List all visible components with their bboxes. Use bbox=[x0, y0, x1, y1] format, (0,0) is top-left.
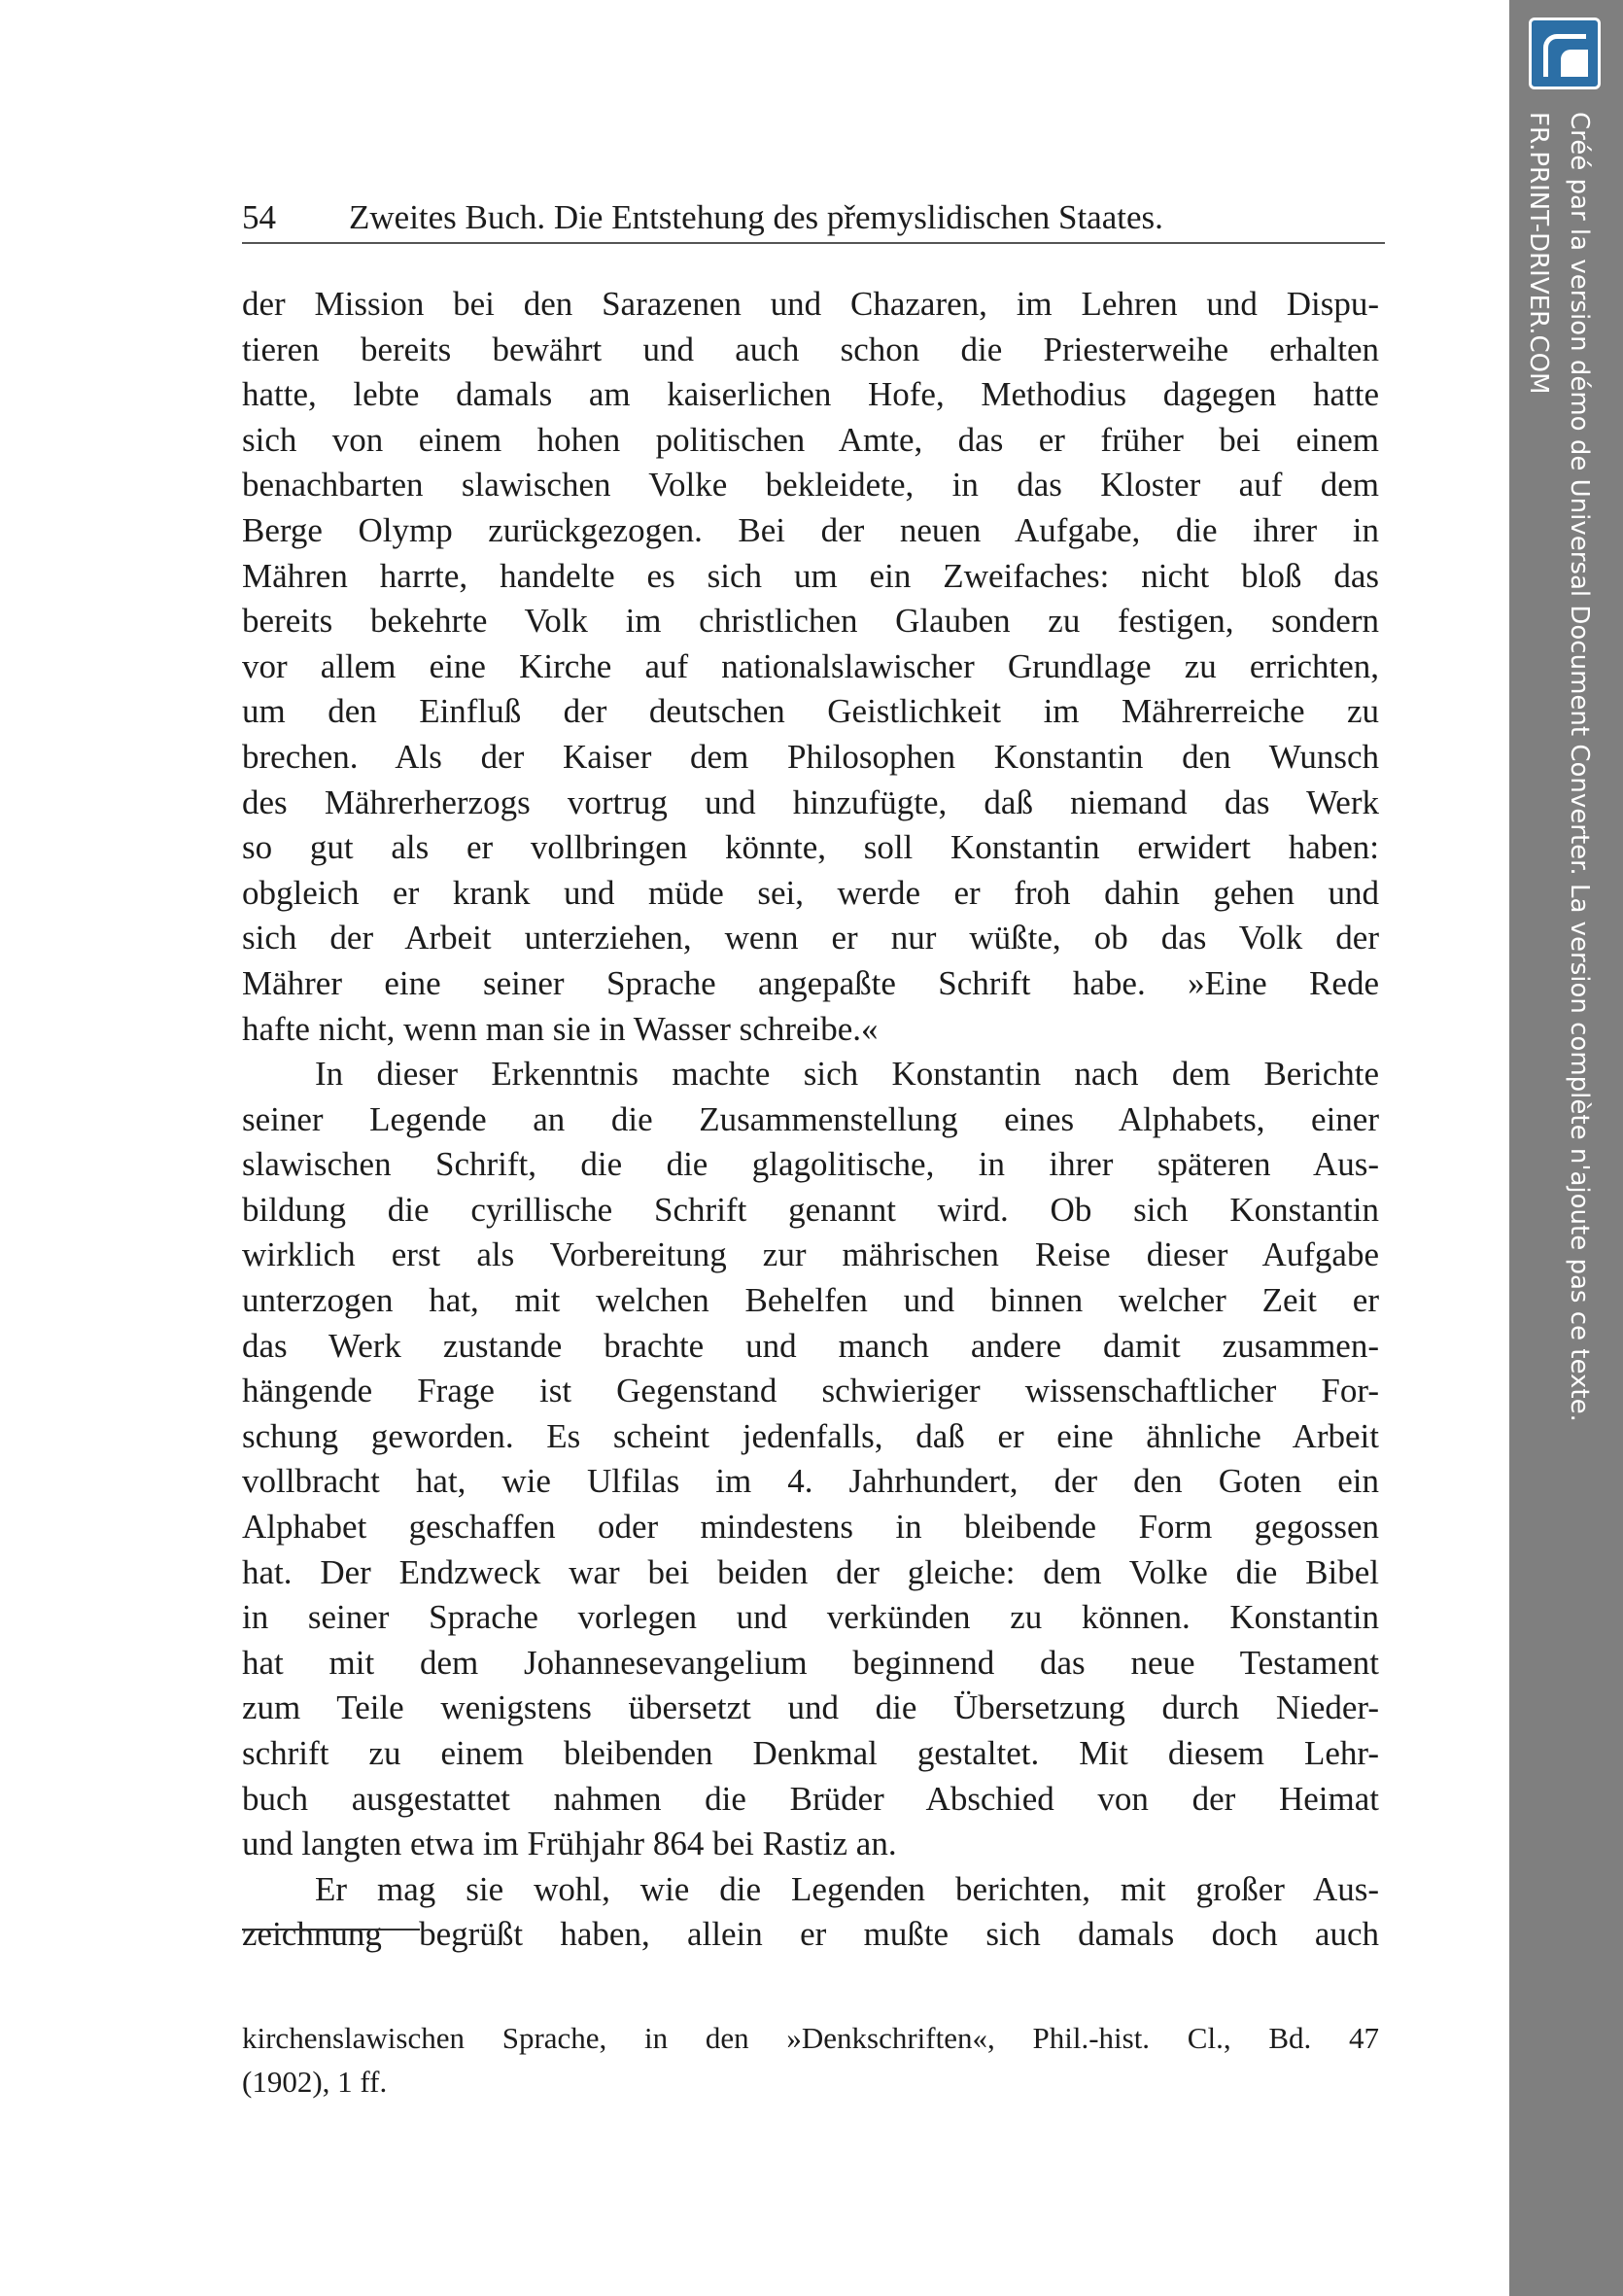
footnote-line: kirchenslawischen Sprache, in den »Denkschriften«, Phil.-hist. Cl., Bd. 47 bbox=[242, 2021, 1379, 2055]
text-line: hatte, lebte damals am kaiserlichen Hofe, Methodius dagegen hatte bbox=[242, 375, 1379, 414]
page-number: 54 bbox=[242, 198, 276, 236]
running-header bbox=[242, 194, 1376, 241]
running-title: Zweites Buch. Die Entstehung des přemyslidischen Staates. bbox=[349, 198, 1163, 236]
text-line: Mähren harrte, handelte es sich um ein Zweifaches: nicht bloß das bbox=[242, 556, 1379, 595]
text-line: hängende Frage ist Gegenstand schwieriger wissenschaftlicher For- bbox=[242, 1372, 1379, 1410]
text-line: In dieser Erkenntnis machte sich Konstantin nach dem Berichte bbox=[315, 1055, 1379, 1094]
text-line: das Werk zustande brachte und manch andere damit zusammen- bbox=[242, 1326, 1379, 1365]
text-line: und langten etwa im Frühjahr 864 bei Rastiz an. bbox=[242, 1825, 897, 1863]
text-line: Er mag sie wohl, wie die Legenden berichten, mit großer Aus- bbox=[315, 1869, 1379, 1908]
text-line: um den Einfluß der deutschen Geistlichkeit im Mährerreiche zu bbox=[242, 692, 1379, 731]
text-line: zeichnung begrüßt haben, allein er mußte sich damals doch auch bbox=[242, 1915, 1379, 1954]
footnote-rule bbox=[242, 1929, 420, 1931]
header-rule bbox=[242, 242, 1385, 244]
text-line: sich der Arbeit unterziehen, wenn er nur wüßte, ob das Volk der bbox=[242, 919, 1379, 957]
text-line: slawischen Schrift, die die glagolitische, in ihrer späteren Aus- bbox=[242, 1145, 1379, 1184]
converter-logo-icon bbox=[1529, 17, 1601, 89]
text-line: benachbarten slawischen Volke bekleidete, in das Kloster auf dem bbox=[242, 466, 1379, 504]
text-line: in seiner Sprache vorlegen und verkünden zu können. Konstantin bbox=[242, 1598, 1379, 1637]
text-line: sich von einem hohen politischen Amte, das er früher bei einem bbox=[242, 420, 1379, 459]
text-line: wirklich erst als Vorbereitung zur mährischen Reise dieser Aufgabe bbox=[242, 1235, 1379, 1274]
text-line: vor allem eine Kirche auf nationalslawischer Grundlage zu errichten, bbox=[242, 646, 1379, 685]
footnote-line: (1902), 1 ff. bbox=[242, 2065, 388, 2099]
text-line: hat. Der Endzweck war bei beiden der gleiche: dem Volke die Bibel bbox=[242, 1552, 1379, 1591]
text-line: hat mit dem Johannesevangelium beginnend das neue Testament bbox=[242, 1643, 1379, 1682]
text-line: brechen. Als der Kaiser dem Philosophen Konstantin den Wunsch bbox=[242, 737, 1379, 776]
watermark-line: Créé par la version démo de Universal Document Converter. La version complète n'ajoute pas ce texte. bbox=[1565, 112, 1594, 1422]
text-line: hafte nicht, wenn man sie in Wasser schreibe.« bbox=[242, 1009, 879, 1048]
text-line: buch ausgestattet nahmen die Brüder Abschied von der Heimat bbox=[242, 1779, 1379, 1818]
text-line: schung geworden. Es scheint jedenfalls, daß er eine ähnliche Arbeit bbox=[242, 1416, 1379, 1455]
text-line: seiner Legende an die Zusammenstellung eines Alphabets, einer bbox=[242, 1099, 1379, 1138]
text-line: der Mission bei den Sarazenen und Chazaren, im Lehren und Dispu- bbox=[242, 285, 1379, 323]
text-line: Berge Olymp zurückgezogen. Bei der neuen Aufgabe, die ihrer in bbox=[242, 510, 1379, 549]
text-line: Alphabet geschaffen oder mindestens in bleibende Form gegossen bbox=[242, 1508, 1379, 1547]
text-line: tieren bereits bewährt und auch schon die Priesterweihe erhalten bbox=[242, 330, 1379, 368]
text-line: Mährer eine seiner Sprache angepaßte Schrift habe. »Eine Rede bbox=[242, 963, 1379, 1002]
text-line: des Mährerherzogs vortrug und hinzufügte, daß niemand das Werk bbox=[242, 783, 1379, 821]
text-line: so gut als er vollbringen könnte, soll Konstantin erwidert haben: bbox=[242, 828, 1379, 867]
text-line: bereits bekehrte Volk im christlichen Glauben zu festigen, sondern bbox=[242, 602, 1379, 641]
text-line: bildung die cyrillische Schrift genannt wird. Ob sich Konstantin bbox=[242, 1190, 1379, 1229]
footnote bbox=[242, 2016, 1379, 2104]
text-line: obgleich er krank und müde sei, werde er froh dahin gehen und bbox=[242, 873, 1379, 912]
body-text bbox=[242, 282, 1379, 1958]
text-line: vollbracht hat, wie Ulfilas im 4. Jahrhundert, der den Goten ein bbox=[242, 1462, 1379, 1501]
text-line: schrift zu einem bleibenden Denkmal gestaltet. Mit diesem Lehr- bbox=[242, 1734, 1379, 1772]
text-line: zum Teile wenigstens übersetzt und die Übersetzung durch Nieder- bbox=[242, 1688, 1379, 1727]
watermark-url: FR.PRINT-DRIVER.COM bbox=[1524, 112, 1553, 395]
text-line: unterzogen hat, mit welchen Behelfen und binnen welcher Zeit er bbox=[242, 1281, 1379, 1320]
